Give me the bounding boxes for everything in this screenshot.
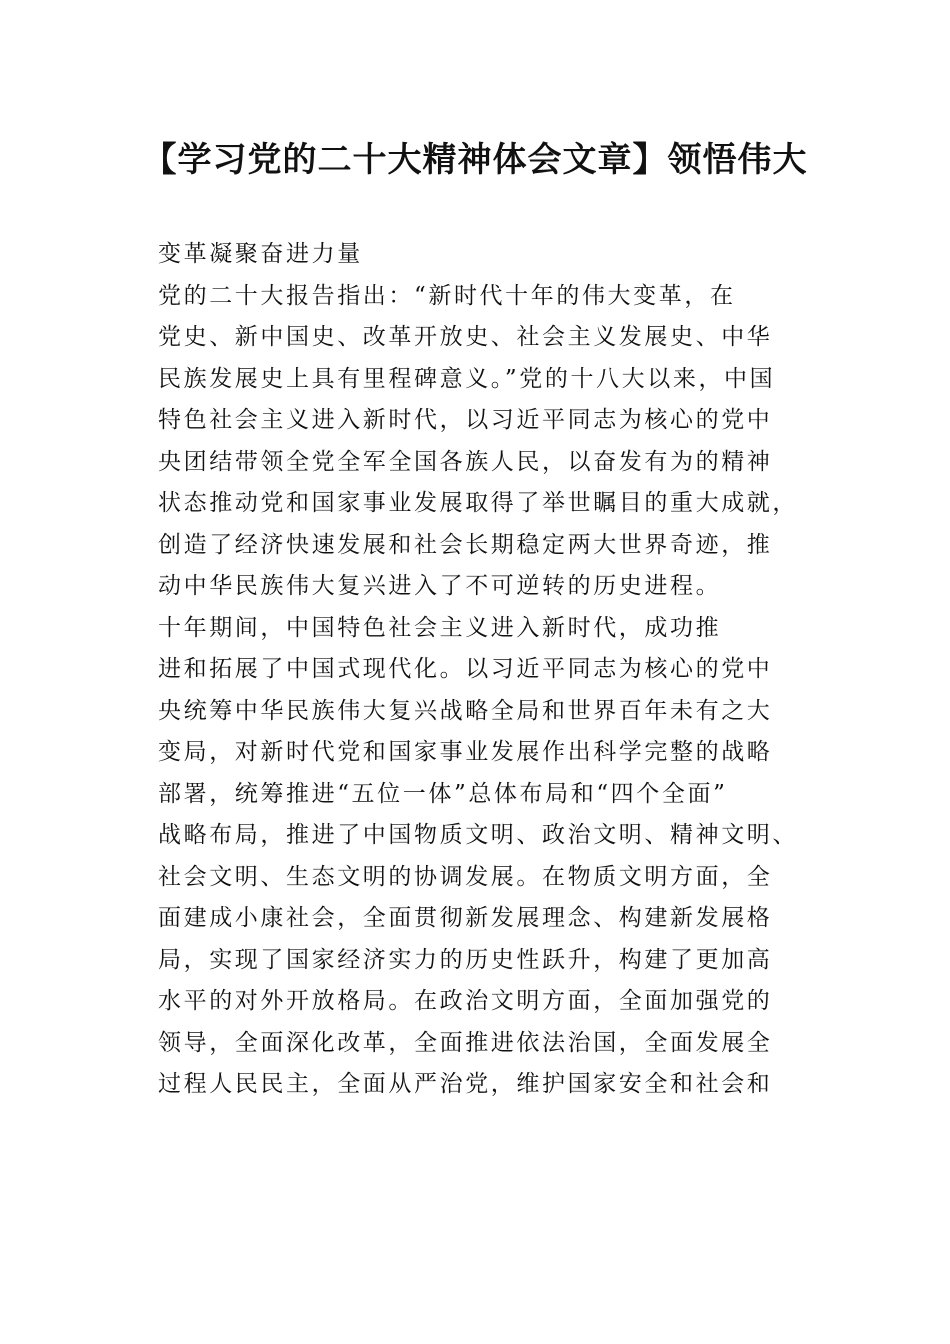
text-line: 部署，统筹推进“五位一体”总体布局和“四个全面” bbox=[158, 780, 728, 807]
text-line: 领导，全面深化改革，全面推进依法治国，全面发展全 bbox=[158, 1029, 773, 1056]
text-line: 特色社会主义进入新时代，以习近平同志为核心的党中 bbox=[158, 407, 773, 433]
text-line: 央统筹中华民族伟大复兴战略全局和世界百年未有之大 bbox=[158, 697, 773, 724]
document-title: 【学习党的二十大精神体会文章】领悟伟大 bbox=[142, 140, 808, 180]
text-line: 局，实现了国家经济实力的历史性跃升，构建了更加高 bbox=[158, 946, 773, 973]
text-line: 水平的对外开放格局。在政治文明方面，全面加强党的 bbox=[158, 988, 773, 1014]
text-line: 变革凝聚奋进力量 bbox=[158, 241, 363, 267]
text-line: 过程人民民主，全面从严治党，维护国家安全和社会和 bbox=[158, 1071, 773, 1097]
text-line: 动中华民族伟大复兴进入了不可逆转的历史进程。 bbox=[158, 573, 722, 599]
text-line: 战略布局，推进了中国物质文明、政治文明、精神文明、 bbox=[158, 822, 798, 848]
text-line: 状态推动党和国家事业发展取得了举世瞩目的重大成就， bbox=[158, 490, 798, 516]
text-line: 党史、新中国史、改革开放史、社会主义发展史、中华 bbox=[158, 324, 773, 350]
text-line: 民族发展史上具有里程碑意义。”党的十八大以来，中国 bbox=[158, 365, 776, 392]
text-line: 十年期间，中国特色社会主义进入新时代，成功推 bbox=[158, 614, 722, 641]
text-line: 社会文明、生态文明的协调发展。在物质文明方面，全 bbox=[158, 863, 773, 890]
text-line: 变局，对新时代党和国家事业发展作出科学完整的战略 bbox=[158, 739, 773, 765]
text-line: 进和拓展了中国式现代化。以习近平同志为核心的党中 bbox=[158, 656, 773, 682]
text-line: 党的二十大报告指出：“新时代十年的伟大变革，在 bbox=[158, 282, 736, 309]
text-line: 创造了经济快速发展和社会长期稳定两大世界奇迹，推 bbox=[158, 531, 773, 558]
document-body bbox=[158, 234, 818, 1106]
text-line: 央团结带领全党全军全国各族人民，以奋发有为的精神 bbox=[158, 448, 773, 475]
text-line: 面建成小康社会，全面贯彻新发展理念、构建新发展格 bbox=[158, 905, 773, 931]
